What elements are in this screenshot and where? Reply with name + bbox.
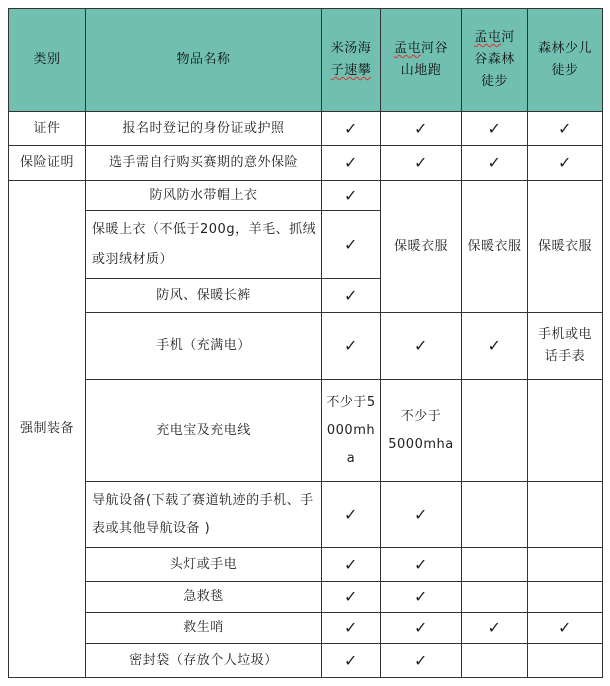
check-mark: ✓ — [381, 313, 462, 380]
header-item-name: 物品名称 — [86, 9, 322, 112]
item-windproof-top: 防风防水带帽上衣 — [86, 181, 322, 211]
header-event-4: 森林少儿徒步 — [528, 9, 603, 112]
empty-cell — [462, 644, 528, 678]
check-mark: ✓ — [528, 613, 603, 644]
check-mark: ✓ — [381, 613, 462, 644]
empty-cell — [528, 644, 603, 678]
check-mark: ✓ — [322, 548, 381, 582]
item-phone: 手机（充满电） — [86, 313, 322, 380]
header-event-2: 孟屯河谷 山地跑 — [381, 9, 462, 112]
powerbank-min-1: 不少于5000mha — [322, 380, 381, 482]
category-id: 证件 — [9, 112, 86, 146]
empty-cell — [462, 548, 528, 582]
check-mark: ✓ — [322, 181, 381, 211]
empty-cell — [462, 482, 528, 548]
warm-clothes-note: 保暖衣服 — [462, 181, 528, 313]
check-mark: ✓ — [381, 644, 462, 678]
check-mark: ✓ — [322, 112, 381, 146]
empty-cell — [528, 482, 603, 548]
check-mark: ✓ — [381, 548, 462, 582]
check-mark: ✓ — [322, 644, 381, 678]
empty-cell — [462, 380, 528, 482]
item-warm-pants: 防风、保暖长裤 — [86, 279, 322, 313]
empty-cell — [528, 548, 603, 582]
empty-cell — [528, 380, 603, 482]
item-headlamp: 头灯或手电 — [86, 548, 322, 582]
check-mark: ✓ — [528, 112, 603, 146]
phone-or-watch-note: 手机或电话手表 — [528, 313, 603, 380]
item-insurance: 选手需自行购买赛期的意外保险 — [86, 146, 322, 181]
item-powerbank: 充电宝及充电线 — [86, 380, 322, 482]
check-mark: ✓ — [322, 211, 381, 279]
item-whistle: 救生哨 — [86, 613, 322, 644]
check-mark: ✓ — [322, 613, 381, 644]
item-blanket: 急救毯 — [86, 582, 322, 613]
powerbank-min-2: 不少于5000mha — [381, 380, 462, 482]
item-id: 报名时登记的身份证或护照 — [86, 112, 322, 146]
check-mark: ✓ — [381, 582, 462, 613]
header-event-3: 孟屯河 谷森林 徒步 — [462, 9, 528, 112]
warm-clothes-note: 保暖衣服 — [528, 181, 603, 313]
header-category: 类别 — [9, 9, 86, 112]
empty-cell — [528, 582, 603, 613]
category-mandatory: 强制装备 — [9, 181, 86, 678]
check-mark: ✓ — [322, 582, 381, 613]
check-mark: ✓ — [322, 482, 381, 548]
category-insurance: 保险证明 — [9, 146, 86, 181]
check-mark: ✓ — [462, 146, 528, 181]
item-bag: 密封袋（存放个人垃圾） — [86, 644, 322, 678]
check-mark: ✓ — [322, 313, 381, 380]
item-warm-top: 保暖上衣（不低于200g，羊毛、抓绒或羽绒材质） — [86, 211, 322, 279]
check-mark: ✓ — [462, 313, 528, 380]
check-mark: ✓ — [381, 146, 462, 181]
check-mark: ✓ — [322, 146, 381, 181]
check-mark: ✓ — [322, 279, 381, 313]
check-mark: ✓ — [462, 613, 528, 644]
empty-cell — [462, 582, 528, 613]
equipment-table — [8, 8, 603, 678]
check-mark: ✓ — [462, 112, 528, 146]
item-navigation: 导航设备(下载了赛道轨迹的手机、手表或其他导航设备 ) — [86, 482, 322, 548]
check-mark: ✓ — [528, 146, 603, 181]
warm-clothes-note: 保暖衣服 — [381, 181, 462, 313]
header-event-1: 米汤海 子速攀 — [322, 9, 381, 112]
check-mark: ✓ — [381, 112, 462, 146]
check-mark: ✓ — [381, 482, 462, 548]
